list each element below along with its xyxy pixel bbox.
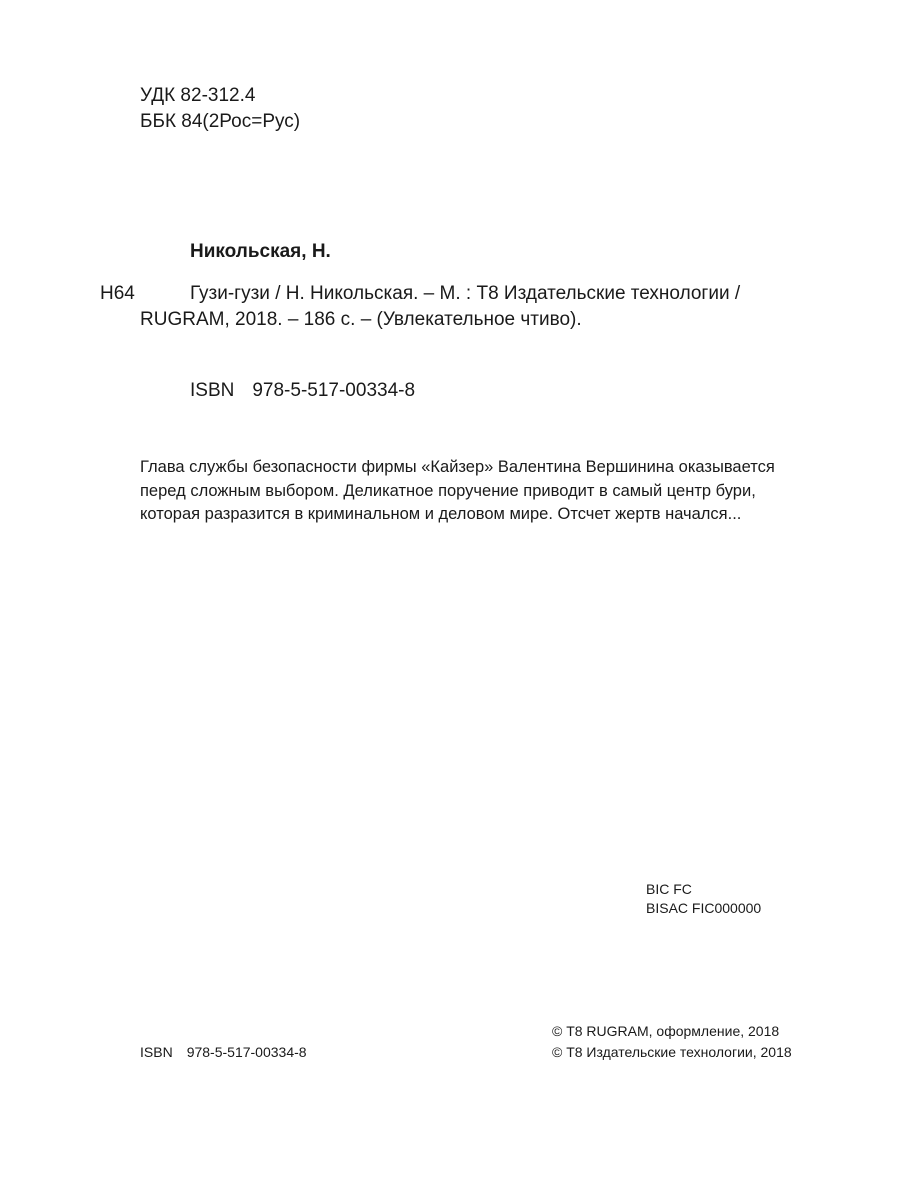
bic-code: BIC FC	[646, 881, 692, 897]
copyright-design: © Т8 RUGRAM, оформление, 2018	[552, 1023, 780, 1039]
isbn-footer	[140, 1044, 307, 1060]
annotation-line: перед сложным выбором. Деликатное поручение приводит в самый центр бури,	[140, 481, 756, 500]
isbn-number: 978-5-517-00334-8	[252, 380, 416, 401]
isbn-footer-number: 978-5-517-00334-8	[186, 1044, 307, 1060]
isbn-main	[190, 380, 415, 402]
isbn-footer-label: ISBN	[140, 1044, 173, 1060]
author-heading: Никольская, Н.	[190, 241, 331, 262]
bisac-code: BISAC FIC000000	[646, 900, 762, 916]
annotation-line: Глава службы безопасности фирмы «Кайзер» Валентина Вершинина оказывается	[140, 458, 775, 476]
bbk-code: ББК 84(2Рос=Рус)	[140, 111, 301, 132]
author-mark-code: Н64	[100, 283, 135, 304]
isbn-label: ISBN	[190, 380, 235, 401]
udk-code: УДК 82-312.4	[140, 85, 256, 106]
annotation-line: которая разразится в криминальном и деловом мире. Отсчет жертв начался...	[140, 505, 742, 523]
bibliographic-description-line-2: RUGRAM, 2018. – 186 с. – (Увлекательное чтиво).	[140, 309, 582, 330]
bibliographic-description-line-1: Гузи-гузи / Н. Никольская. – М. : Т8 Издательские технологии /	[190, 283, 741, 304]
copyright-publisher: © Т8 Издательские технологии, 2018	[552, 1044, 792, 1060]
annotation	[140, 456, 820, 527]
